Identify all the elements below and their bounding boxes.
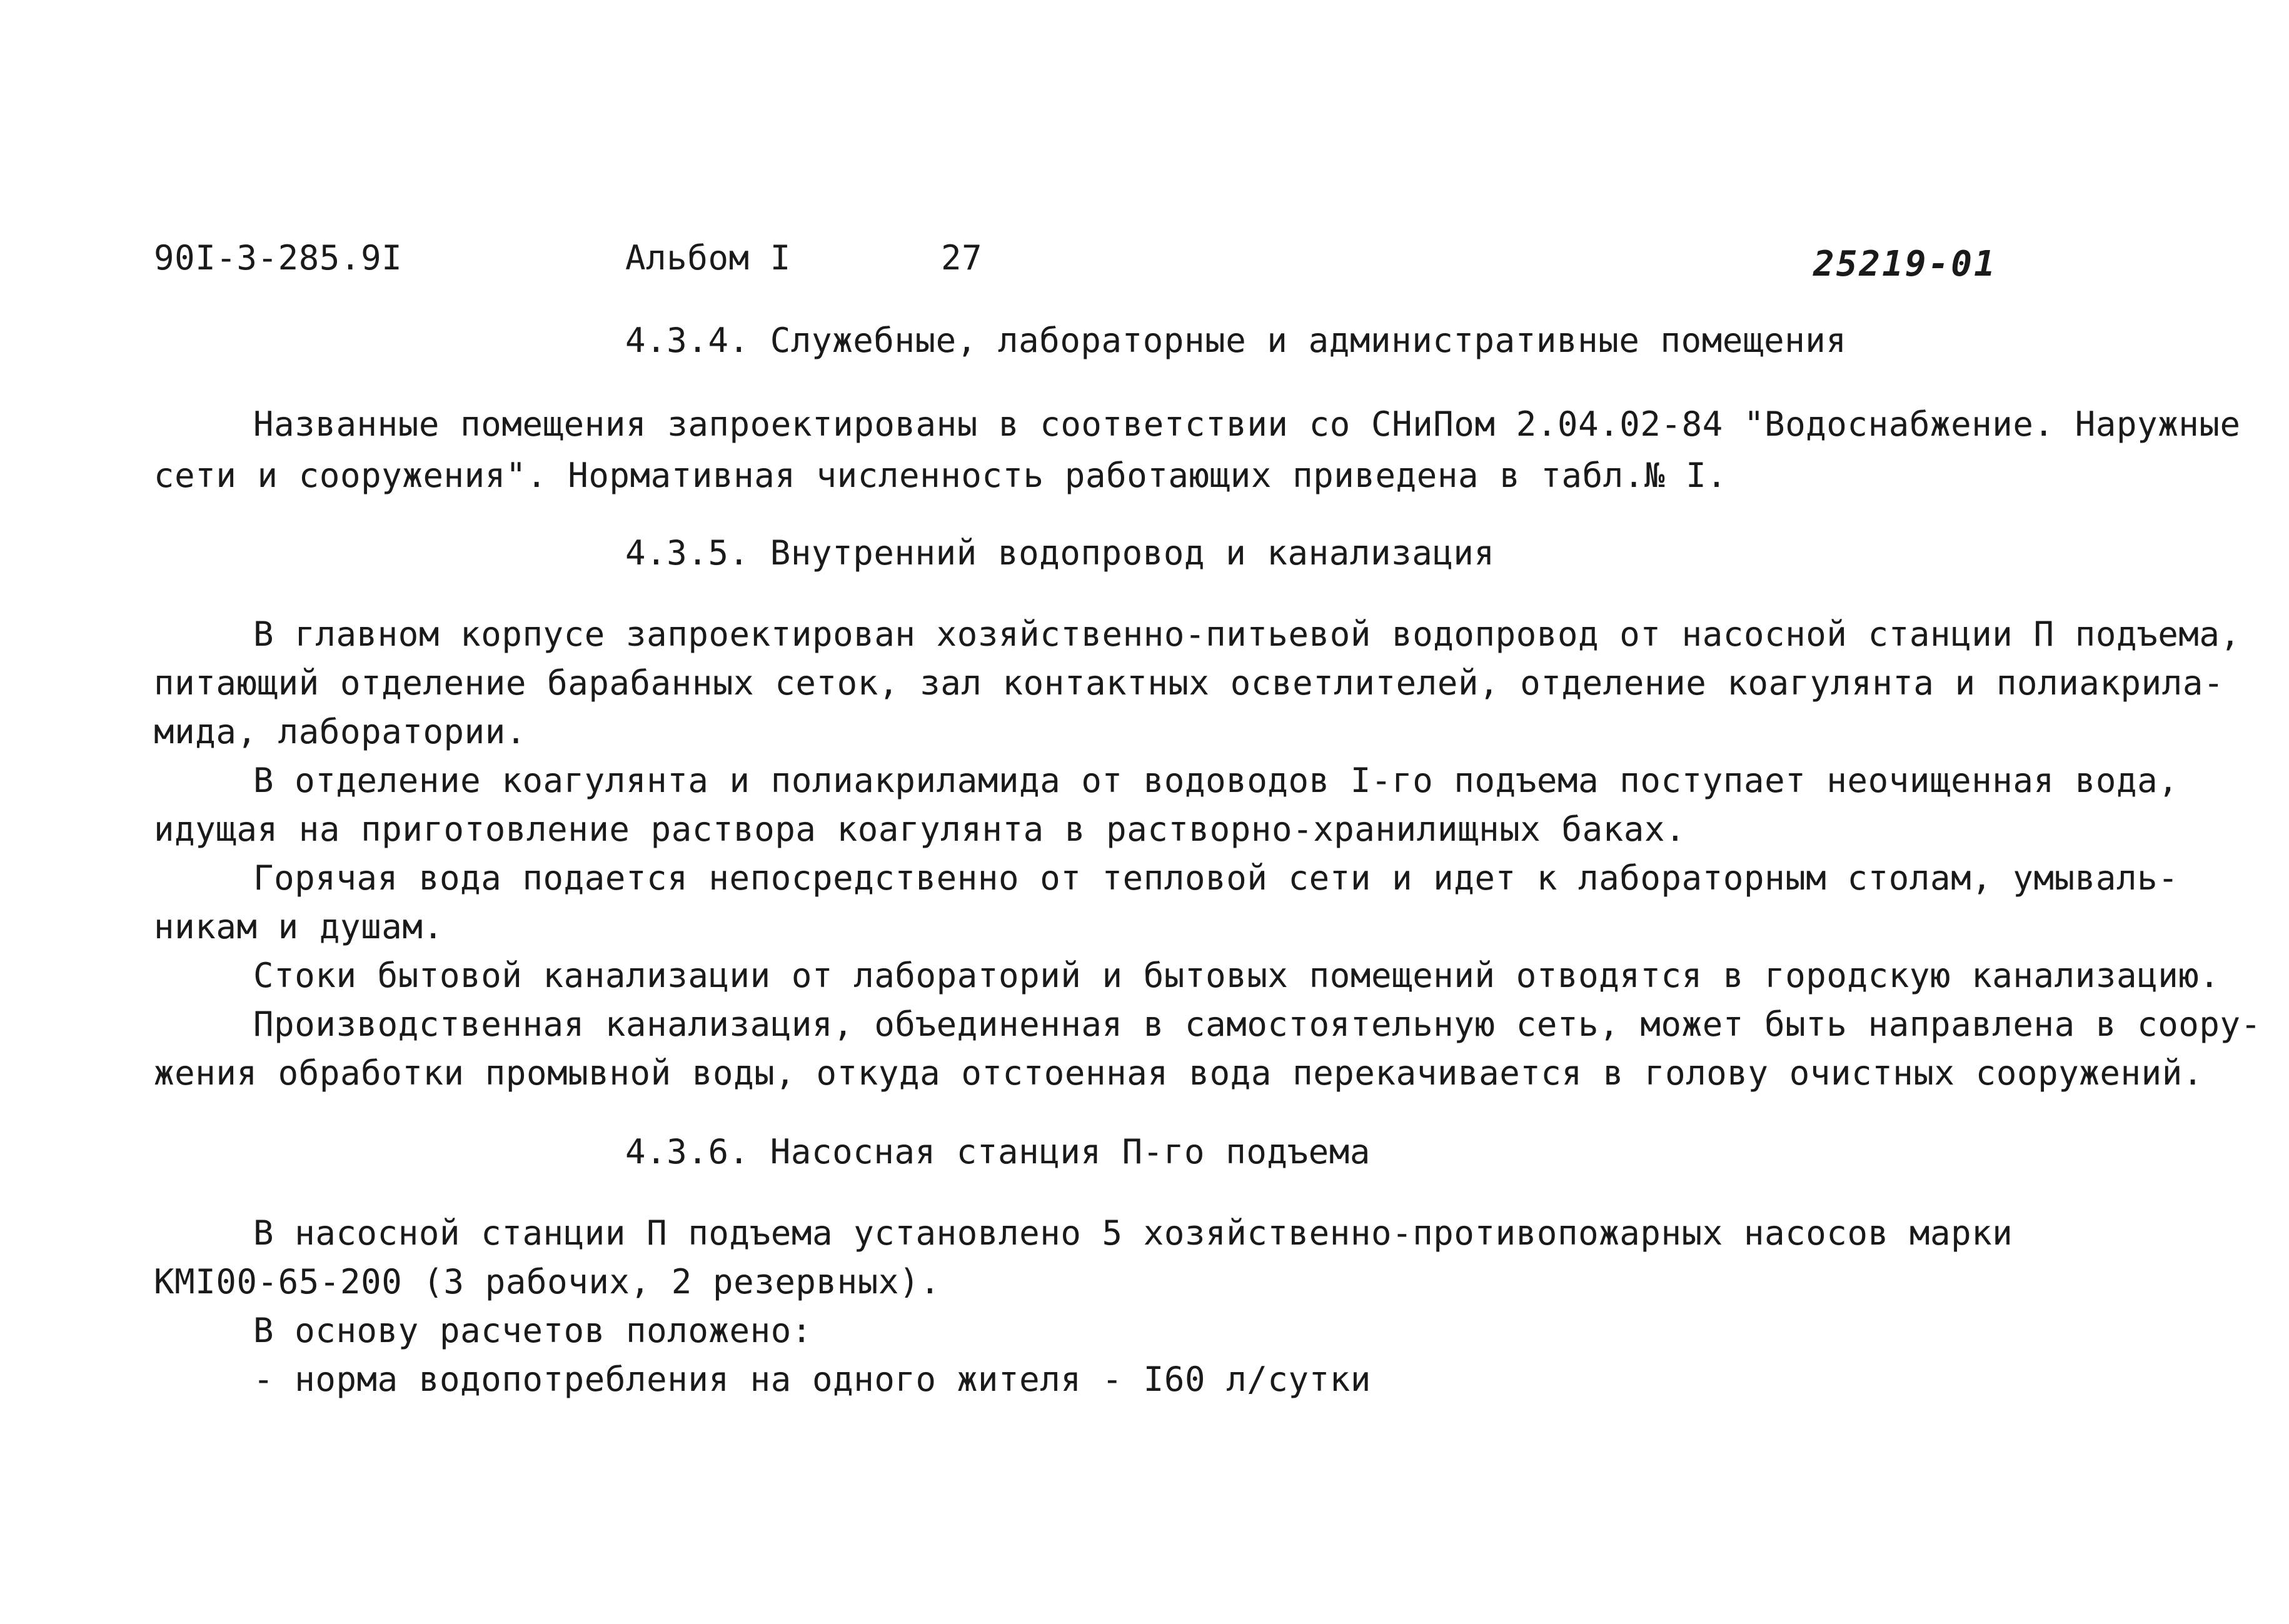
paragraph-line: В отделение коагулянта и полиакриламида от водоводов I-го подъема поступает неочищенная вода,: [253, 761, 2179, 800]
album-label: Альбом I: [625, 238, 791, 278]
document-code: 90I-3-285.9I: [154, 238, 403, 278]
list-item: - норма водопотребления на одного жителя - I60 л/сутки: [253, 1360, 1371, 1399]
paragraph-line: Горячая вода подается непосредственно от тепловой сети и идет к лабораторным столам, умываль-: [253, 858, 2179, 898]
paragraph-line: никам и душам.: [154, 907, 444, 946]
paragraph-line: В главном корпусе запроектирован хозяйственно-питьевой водопровод от насосной станции П подъема,: [253, 614, 2241, 654]
inventory-stamp: 25219-01: [1813, 244, 1997, 284]
paragraph-line: КМI00-65-200 (3 рабочих, 2 резервных).: [154, 1262, 941, 1301]
section-heading-4-3-5: 4.3.5. Внутренний водопровод и канализация: [625, 533, 1495, 573]
section-heading-4-3-6: 4.3.6. Насосная станция П-го подъема: [625, 1132, 1371, 1171]
paragraph-line: В насосной станции П подъема установлено 5 хозяйственно-противопожарных насосов марки: [253, 1213, 2013, 1253]
section-heading-4-3-4: 4.3.4. Служебные, лабораторные и административные помещения: [625, 321, 1847, 360]
paragraph-line: жения обработки промывной воды, откуда отстоенная вода перекачивается в голову очистных сооружений.: [154, 1053, 2203, 1093]
page-number: 27: [941, 238, 983, 278]
paragraph-line: мида, лаборатории.: [154, 712, 526, 751]
paragraph-line: Производственная канализация, объединенная в самостоятельную сеть, может быть направлена в соору-: [253, 1005, 2261, 1044]
paragraph-line: Названные помещения запроектированы в соответствии со СНиПом 2.04.02-84 "Водоснабжение. Наружные: [253, 404, 2241, 444]
paragraph-line: Стоки бытовой канализации от лабораторий и бытовых помещений отводятся в городскую канализацию.: [253, 956, 2220, 995]
paragraph-line: сети и сооружения". Нормативная численность работающих приведена в табл.№ I.: [154, 456, 1728, 495]
paragraph-line: идущая на приготовление раствора коагулянта в растворно-хранилищных баках.: [154, 809, 1686, 849]
paragraph-line: В основу расчетов положено:: [253, 1311, 812, 1350]
paragraph-line: питающий отделение барабанных сеток, зал контактных осветлителей, отделение коагулянта и полиакрила-: [154, 663, 2225, 703]
